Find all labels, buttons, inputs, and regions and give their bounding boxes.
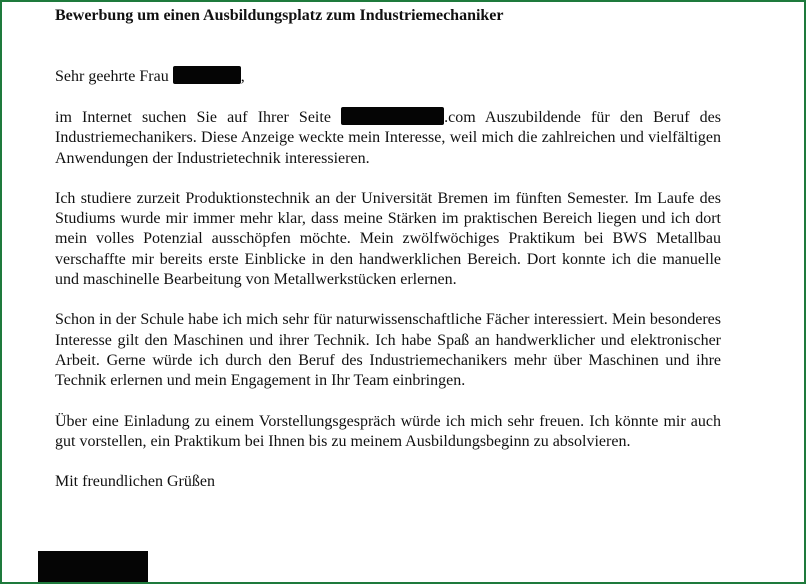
letter-title: Bewerbung um einen Ausbildungsplatz zum Industriemechaniker <box>55 7 504 24</box>
paragraph-interests: Schon in der Schule habe ich mich sehr für naturwissenschaftliche Fächer interessiert. Mein besonderes Interesse gilt den Maschinen und ihrer Technik. Ich habe Spaß an handwerklicher und elektronischer Arbeit. Gerne würde ich durch den Beruf des Industriemechanikers mehr über Maschinen und ihre Technik erlernen und mein Engagement in Ihr Team einbringen. <box>55 311 721 390</box>
intro-prefix: im Internet suchen Sie auf Ihrer Seite <box>55 109 342 126</box>
redacted-signature <box>38 551 148 582</box>
paragraph-invitation: Über eine Einladung zu einem Vorstellungsgespräch würde ich mich sehr freuen. Ich könnte mir auch gut vorstellen, ein Praktikum bei Ihnen bis zu meinem Ausbildungsbeginn zu absolvieren. <box>55 412 721 450</box>
intro-rest: .com Auszubildende für den Beruf des Industriemechanikers. Diese Anzeige weckte mein Interesse, weil mich die zahlreichen und vielfältigen Anwendungen der Industrietechnik interessieren. <box>55 109 722 167</box>
salutation-prefix: Sehr geehrte Frau <box>55 68 173 85</box>
salutation <box>55 66 721 87</box>
paragraph-studies: Ich studiere zurzeit Produktionstechnik an der Universität Bremen im fünften Semester. Im Laufe des Studiums wurde mir immer mehr klar, dass meine Stärken im praktischen Bereich liegen und ich dort mein volles Potenzial ausschöpfen möchte. Mein zwölfwöchiges Praktikum bei BWS Metallbau verschaffte mir bereits erste Einblicke in den handwerklichen Bereich. Dort konnte ich die manuelle und maschinelle Bearbeitung von Metallwerkstücken erlernen. <box>55 189 721 289</box>
paragraph-intro <box>55 107 721 169</box>
redacted-website-name <box>341 107 444 125</box>
closing-phrase: Mit freundlichen Grüßen <box>55 473 215 491</box>
salutation-suffix: , <box>240 68 245 85</box>
letter-body <box>55 6 721 492</box>
redacted-recipient-name <box>173 66 241 84</box>
